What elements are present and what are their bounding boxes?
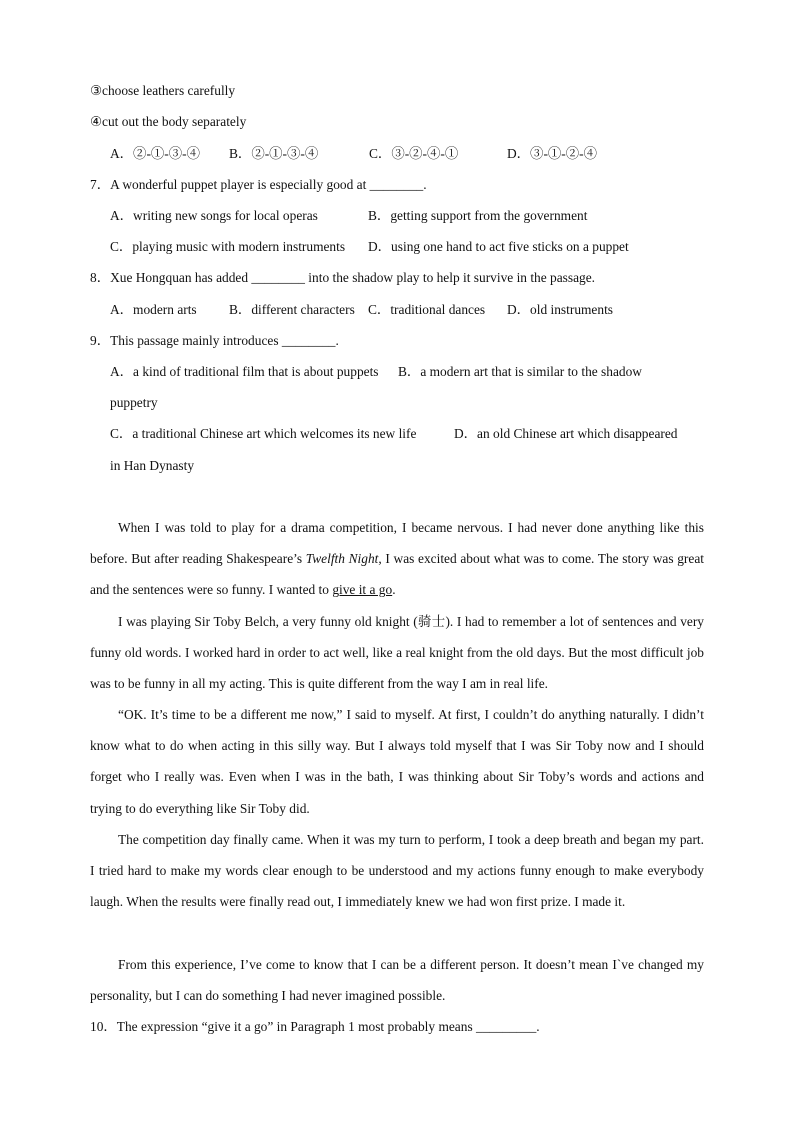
q7-stem: 7．A wonderful puppet player is especially good at ________.	[90, 177, 427, 192]
q6-item-4: ④cut out the body separately	[90, 114, 247, 129]
q6-option-c: C．③-②-④-①	[369, 146, 459, 161]
q9-option-d-cont: in Han Dynasty	[110, 458, 195, 473]
q6-option-b: B．②-①-③-④	[229, 146, 319, 161]
passage-paragraph-1: When I was told to play for a drama competition, I became nervous. I had never done anything like this before. But after reading Shakespeare’s Twelfth Night, I was excited about what was to come. The story was great and the sentences were so funny. I wanted to give it a go.	[90, 520, 704, 598]
play-title: Twelfth Night	[305, 551, 379, 567]
passage-paragraph-4: The competition day finally came. When it was my turn to perform, I took a deep breath and began my part. I tried hard to make my words clear enough to be understood and my actions funny enough to make everybody laugh. When the results were finally read out, I immediately knew we had won first prize. I made it.	[90, 832, 704, 910]
q7-option-d: D．using one hand to act five sticks on a puppet	[368, 239, 629, 254]
q8-stem: 8．Xue Hongquan has added ________ into the shadow play to help it survive in the passage.	[90, 270, 596, 285]
q8-option-a: A．modern arts	[110, 302, 197, 317]
passage-paragraph-3: “OK. It’s time to be a different me now,” I said to myself. At first, I couldn’t do anything naturally. I didn’t know what to do when acting in this silly way. But I always told myself that I was Sir Toby now and I should forget who I really was. Even when I was in the bath, I was thinking about Sir Toby’s words and actions and trying to do everything like Sir Toby did.	[90, 707, 704, 816]
q7-option-a: A．writing new songs for local operas	[110, 208, 318, 223]
q9-option-c: C．a traditional Chinese art which welcomes its new life	[110, 426, 417, 441]
q6-option-d: D．③-①-②-④	[507, 146, 598, 161]
q9-option-a: A．a kind of traditional film that is about puppets	[110, 364, 379, 379]
passage-paragraph-2: I was playing Sir Toby Belch, a very funny old knight (骑士). I had to remember a lot of sentences and very funny old words. I worked hard in order to act well, like a real knight from the old days. But the most difficult job was to be funny in all my acting. This is quite different from the way I am in real life.	[90, 614, 704, 692]
q10-stem: 10．The expression “give it a go” in Paragraph 1 most probably means _________.	[90, 1019, 540, 1034]
q8-option-c: C．traditional dances	[368, 302, 486, 317]
q6-option-a: A．②-①-③-④	[110, 146, 201, 161]
q9-option-b: B．a modern art that is similar to the shadow	[398, 364, 642, 379]
q8-option-d: D．old instruments	[507, 302, 614, 317]
q7-option-b: B．getting support from the government	[368, 208, 588, 223]
q9-option-b-cont: puppetry	[110, 395, 158, 410]
q6-item-3: ③choose leathers carefully	[90, 83, 236, 98]
q9-option-d: D．an old Chinese art which disappeared	[454, 426, 678, 441]
q8-option-b: B．different characters	[229, 302, 355, 317]
passage-paragraph-5: From this experience, I’ve come to know that I can be a different person. It doesn’t mean I`ve changed my personality, but I can do something I had never imagined possible.	[90, 957, 704, 1004]
q9-stem: 9．This passage mainly introduces ________.	[90, 333, 339, 348]
underlined-phrase: give it a go	[332, 582, 393, 598]
q7-option-c: C．playing music with modern instruments	[110, 239, 346, 254]
